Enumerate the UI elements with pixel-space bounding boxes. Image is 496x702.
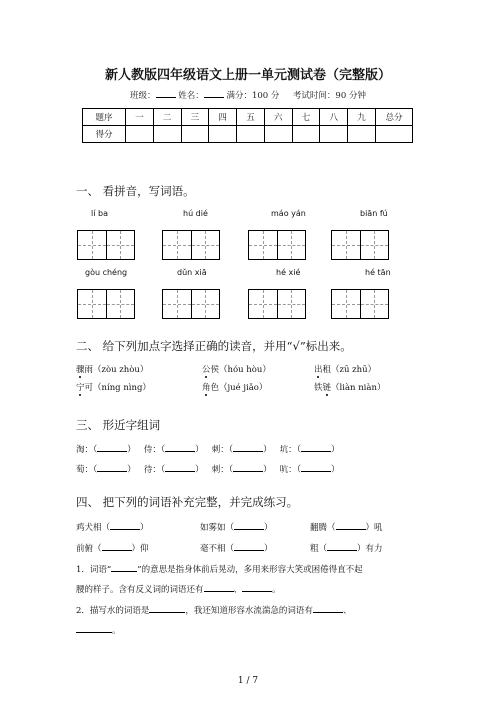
idiom-item: 前俯（ ）仰: [76, 541, 149, 554]
reading-item: 角色（jué jiǎo）: [202, 383, 268, 393]
exam-time: 考试时间：90 分钟: [292, 91, 366, 101]
question-2-line2: 。: [76, 623, 121, 636]
question-2-line1: 2．描写水的词语是 ，我还知道形容水流湍急的词语有 、: [76, 603, 351, 616]
pinyin-label: gòu chéng: [85, 268, 128, 277]
score-value-row: [83, 126, 413, 143]
answer-blank[interactable]: [234, 541, 264, 551]
answer-blank[interactable]: [301, 442, 331, 452]
reading-item: 铁链（liàn niàn）: [314, 383, 386, 393]
score-cell: 八: [320, 109, 348, 126]
idiom-item: 毫不相（ ）: [200, 541, 273, 554]
answer-blank[interactable]: [102, 541, 132, 551]
answer-blank[interactable]: [110, 520, 140, 530]
score-input-cell[interactable]: [348, 126, 376, 143]
answer-blank[interactable]: [97, 462, 127, 472]
word-group-row: 萄：（ ） 待：（ ） 刺：（ ） 吭：（ ）: [76, 462, 339, 475]
score-cell: 四: [209, 109, 237, 126]
answer-blank[interactable]: [233, 442, 263, 452]
answer-blank[interactable]: [97, 442, 127, 452]
page-number: 1 / 7: [237, 676, 259, 686]
class-label: 班级：: [130, 91, 156, 101]
section3-heading: 三、 形近字组词: [76, 418, 161, 432]
section1-heading: 一、 看拼音，写词语。: [76, 184, 195, 198]
pinyin-label: lí ba: [91, 209, 108, 218]
score-input-cell[interactable]: [292, 126, 320, 143]
score-input-cell[interactable]: [209, 126, 237, 143]
answer-blank[interactable]: [301, 462, 331, 472]
writing-grid[interactable]: [248, 230, 306, 260]
score-cell: 九: [348, 109, 376, 126]
score-cell: 七: [292, 109, 320, 126]
score-input-cell[interactable]: [320, 126, 348, 143]
score-cell: 六: [264, 109, 292, 126]
score-input-cell[interactable]: [181, 126, 209, 143]
score-input-cell[interactable]: [376, 126, 413, 143]
answer-blank[interactable]: [165, 442, 195, 452]
score-input-cell[interactable]: [264, 126, 292, 143]
reading-item: 宁可（níng nìng）: [76, 383, 151, 393]
idiom-item: 翻腾（ ）吼: [310, 520, 383, 533]
name-label: 姓名：: [178, 91, 204, 101]
answer-blank[interactable]: [111, 562, 137, 572]
question-1-line2: 腰的样子。含有反义词的词语还有 、 。: [76, 582, 281, 595]
pinyin-label: hé tān: [365, 268, 391, 277]
answer-blank[interactable]: [149, 603, 185, 613]
reading-item: 出租（zū zhū）: [314, 365, 377, 375]
score-cell: 题序: [83, 109, 126, 126]
answer-blank[interactable]: [327, 541, 357, 551]
exam-info: [0, 88, 496, 101]
writing-grid[interactable]: [77, 289, 135, 319]
reading-item: 公侯（hóu hòu）: [202, 365, 271, 375]
section4-heading: 四、 把下列的词语补充完整，并完成练习。: [76, 495, 299, 509]
full-score: 满分：100 分: [226, 91, 280, 101]
writing-grid[interactable]: [77, 230, 135, 260]
idiom-item: 如雾如（ ）: [200, 520, 273, 533]
document-title: 新人教版四年级语文上册一单元测试卷（完整版）: [104, 68, 391, 83]
pinyin-label: biān fú: [360, 209, 388, 218]
word-group-row: 淘：（ ） 侍：（ ） 刺：（ ） 坑：（ ）: [76, 442, 339, 455]
score-cell: 二: [153, 109, 181, 126]
class-blank: [156, 88, 176, 98]
writing-grid[interactable]: [331, 289, 389, 319]
writing-grid[interactable]: [248, 289, 306, 319]
score-table: [82, 108, 413, 143]
score-row-label: 得分: [83, 126, 126, 143]
score-input-cell[interactable]: [153, 126, 181, 143]
name-blank: [204, 88, 224, 98]
answer-blank[interactable]: [336, 520, 366, 530]
question-1-line1: 1．词语“ ”的意思是指身体前后晃动，多用来形容大笑或困倦得直不起: [76, 562, 363, 575]
idiom-item: 粗（ ）有力: [310, 541, 383, 554]
score-cell: 一: [126, 109, 154, 126]
idiom-item: 鸡犬相（ ）: [76, 520, 149, 533]
answer-blank[interactable]: [313, 603, 343, 613]
score-input-cell[interactable]: [126, 126, 154, 143]
writing-grid[interactable]: [162, 230, 220, 260]
pinyin-label: hú dié: [183, 209, 208, 218]
section2-heading: 二、 给下列加点字选择正确的读音，并用“√”标出来。: [76, 339, 352, 353]
pinyin-label: máo yán: [271, 209, 306, 218]
score-header-row: [83, 109, 413, 126]
score-input-cell[interactable]: [237, 126, 265, 143]
answer-blank[interactable]: [165, 462, 195, 472]
answer-blank[interactable]: [76, 623, 112, 633]
score-cell: 总分: [376, 109, 413, 126]
pinyin-label: dǔn xiā: [177, 268, 207, 277]
writing-grid[interactable]: [331, 230, 389, 260]
score-cell: 三: [181, 109, 209, 126]
writing-grid[interactable]: [162, 289, 220, 319]
score-cell: 五: [237, 109, 265, 126]
reading-item: 骤雨（zòu zhòu）: [76, 365, 149, 375]
pinyin-label: hé xié: [276, 268, 301, 277]
answer-blank[interactable]: [204, 582, 234, 592]
answer-blank[interactable]: [242, 582, 272, 592]
answer-blank[interactable]: [234, 520, 264, 530]
answer-blank[interactable]: [233, 462, 263, 472]
